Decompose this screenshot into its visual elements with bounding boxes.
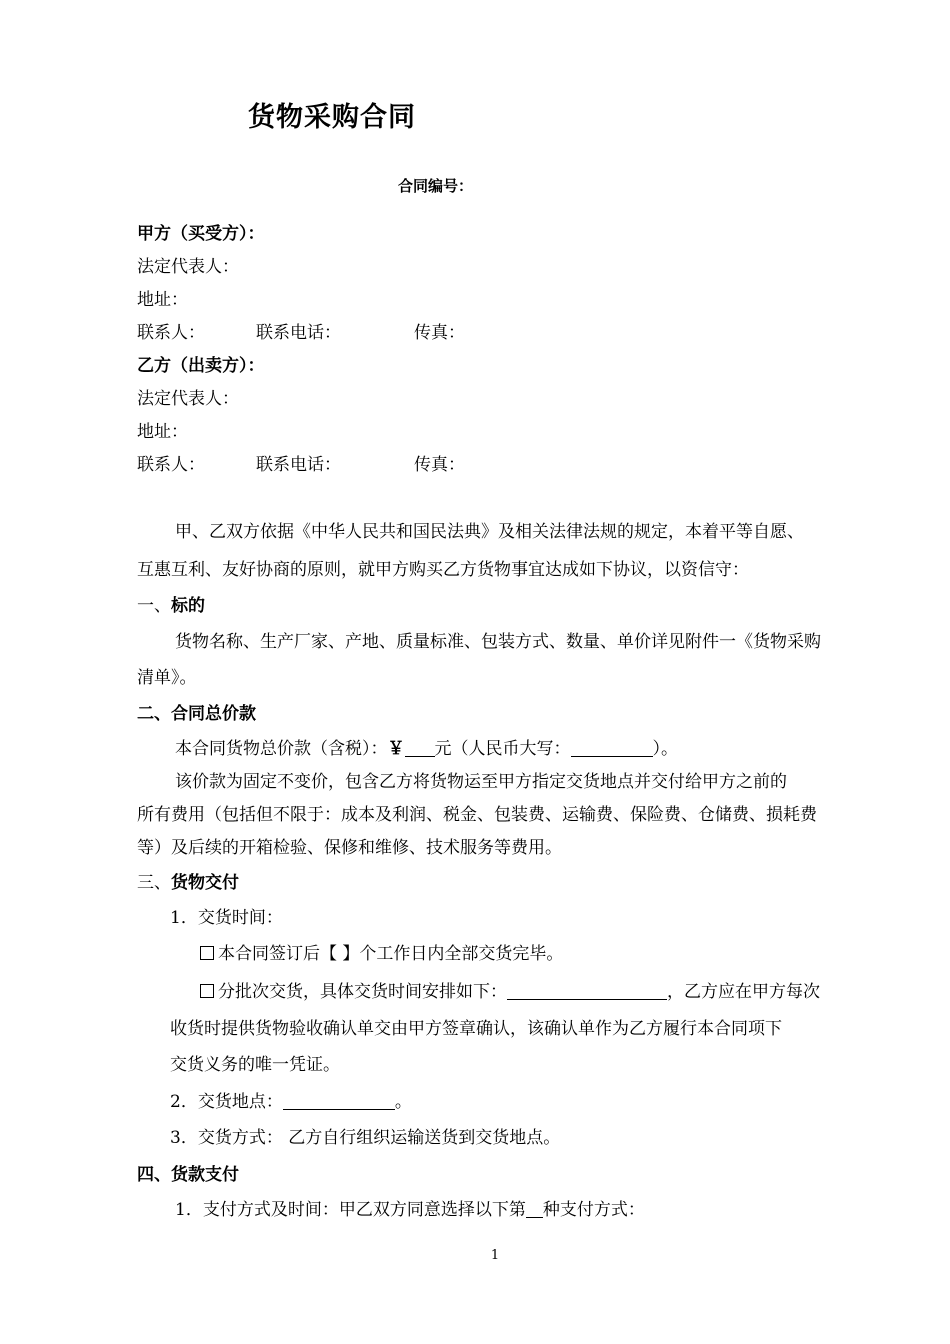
- delivery-schedule-blank[interactable]: [507, 981, 667, 1000]
- delivery-method-item: 3．交货方式： 乙方自行组织运输送货到交货地点。: [170, 1128, 561, 1148]
- payment-method-item: [175, 1198, 645, 1222]
- party-a-heading: 甲方（买受方）：: [137, 224, 265, 244]
- section-2-para-line-3: 等）及后续的开箱检验、保修和维修、技术服务等费用。: [137, 838, 562, 858]
- preamble-line-2: 互惠互利、友好协商的原则，就甲方购买乙方货物事宜达成如下协议，以资信守：: [137, 560, 749, 580]
- party-b-address: 地址：: [137, 422, 188, 442]
- party-b-heading: 乙方（出卖方）：: [137, 356, 265, 376]
- section-2-total-price: [175, 737, 678, 761]
- party-b-contact: 联系人：: [137, 455, 205, 475]
- document-title: 货物采购合同: [248, 102, 416, 133]
- delivery-location-end: 。: [394, 1092, 412, 1112]
- price-close: ）。: [652, 739, 678, 759]
- delivery-option-2: [200, 980, 820, 1004]
- checkbox-icon[interactable]: [200, 984, 214, 998]
- party-b-phone: 联系电话：: [256, 455, 341, 475]
- party-a-fax: 传真：: [414, 323, 465, 343]
- section-2-para-line-1: 该价款为固定不变价，包含乙方将货物运至甲方指定交货地点并交付给甲方之前的: [175, 772, 787, 792]
- section-3-title: 货物交付: [171, 873, 239, 893]
- delivery-location-item: [170, 1090, 412, 1114]
- section-2-para-line-2: 所有费用（包括但不限于：成本及利润、税金、包装费、运输费、保险费、仓储费、损耗费: [137, 805, 817, 825]
- delivery-time-item: 1．交货时间：: [170, 908, 283, 928]
- section-1-title: 标的: [171, 596, 205, 616]
- delivery-location-blank[interactable]: [283, 1091, 395, 1110]
- section-3-heading: [137, 871, 239, 895]
- total-price-label: 本合同货物总价款（含税）：: [175, 739, 388, 759]
- party-b-legal-rep: 法定代表人：: [137, 389, 239, 409]
- page-number: 1: [490, 1248, 500, 1263]
- party-a-contact: 联系人：: [137, 323, 205, 343]
- delivery-location-label: 2．交货地点：: [170, 1092, 283, 1112]
- payment-method-label: 1．支付方式及时间：甲乙双方同意选择以下第: [175, 1200, 526, 1220]
- contract-number-label: 合同编号：: [398, 177, 474, 195]
- section-2-heading: 二、合同总价款: [137, 704, 256, 724]
- section-1-heading: [137, 594, 205, 618]
- payment-option-blank[interactable]: [526, 1199, 543, 1218]
- delivery-option-1: [200, 942, 563, 966]
- delivery-option-2-line-2: 收货时提供货物验收确认单交由甲方签章确认，该确认单作为乙方履行本合同项下: [170, 1019, 782, 1039]
- currency-symbol: ￥: [387, 739, 405, 759]
- section-1-para-line-2: 清单》。: [137, 668, 197, 688]
- delivery-option-2-line-3: 交货义务的唯一凭证。: [170, 1055, 340, 1075]
- preamble-line-1: 甲、乙双方依据《中华人民共和国民法典》及相关法律法规的规定，本着平等自愿、: [175, 522, 804, 542]
- section-4-heading: 四、货款支付: [137, 1165, 239, 1185]
- price-blank[interactable]: [405, 738, 435, 757]
- section-1-prefix: 一、: [137, 596, 171, 616]
- delivery-option-1-text: 本合同签订后【 】个工作日内全部交货完毕。: [218, 944, 564, 964]
- price-words-blank[interactable]: [571, 738, 653, 757]
- delivery-option-2-tail: ，乙方应在甲方每次: [667, 982, 820, 1002]
- price-in-words-label: 元（人民币大写：: [434, 739, 571, 759]
- payment-method-tail: 种支付方式：: [542, 1200, 645, 1220]
- section-3-prefix: 三、: [137, 873, 171, 893]
- party-b-fax: 传真：: [414, 455, 465, 475]
- checkbox-icon[interactable]: [200, 946, 214, 960]
- party-a-legal-rep: 法定代表人：: [137, 257, 239, 277]
- party-a-phone: 联系电话：: [256, 323, 341, 343]
- delivery-option-2-text: 分批次交货，具体交货时间安排如下：: [218, 982, 507, 1002]
- section-1-para-line-1: 货物名称、生产厂家、产地、质量标准、包装方式、数量、单价详见附件一《货物采购: [175, 632, 821, 652]
- party-a-address: 地址：: [137, 290, 188, 310]
